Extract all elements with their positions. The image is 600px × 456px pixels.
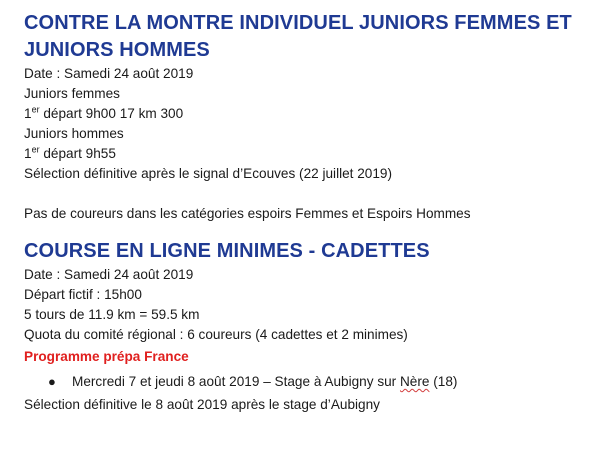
ordinal-number: 1 (24, 146, 32, 161)
start-time-text: départ 9h00 17 km 300 (39, 106, 184, 121)
final-selection-note: Sélection définitive le 8 août 2019 après le stage d’Aubigny (24, 397, 380, 412)
quota-info: Quota du comité régional : 6 coureurs (4 cadettes et 2 minimes) (24, 327, 408, 342)
ordinal-number: 1 (24, 106, 32, 121)
ordinal-suffix: er (31, 104, 40, 115)
distance-info: 5 tours de 11.9 km = 59.5 km (24, 307, 200, 322)
list-item-text-part: (18) (429, 374, 458, 389)
start-time-text: départ 9h55 (39, 146, 116, 161)
section-title-course-en-ligne: COURSE EN LIGNE MINIMES - CADETTES (24, 240, 430, 262)
espoirs-note: Pas de coureurs dans les catégories espoirs Femmes et Espoirs Hommes (24, 206, 471, 221)
list-item (48, 371, 594, 393)
section-title-contre-la-montre: CONTRE LA MONTRE INDIVIDUEL JUNIORS FEMMES ET JUNIORS HOMMES (24, 12, 572, 61)
spellcheck-word: Nère (399, 374, 430, 389)
category-juniors-femmes: Juniors femmes (24, 86, 120, 101)
programme-heading: Programme prépa France (24, 349, 189, 364)
event-date: Date : Samedi 24 août 2019 (24, 267, 194, 282)
spacer (24, 184, 594, 204)
bullet-icon: ● (48, 374, 56, 389)
ordinal-suffix: er (31, 144, 40, 155)
list-item-text-part: Mercredi 7 et jeudi 8 août 2019 – Stage à Aubigny sur (72, 374, 400, 389)
list-item-text (72, 371, 457, 393)
document-page (24, 10, 594, 415)
event-date: Date : Samedi 24 août 2019 (24, 66, 194, 81)
spacer (24, 224, 594, 238)
start-time-fictif: Départ fictif : 15h00 (24, 287, 142, 302)
start-time-juniors-femmes (24, 104, 594, 124)
category-juniors-hommes: Juniors hommes (24, 126, 124, 141)
start-time-juniors-hommes (24, 144, 594, 164)
selection-note: Sélection définitive après le signal d’Ecouves (22 juillet 2019) (24, 166, 393, 181)
